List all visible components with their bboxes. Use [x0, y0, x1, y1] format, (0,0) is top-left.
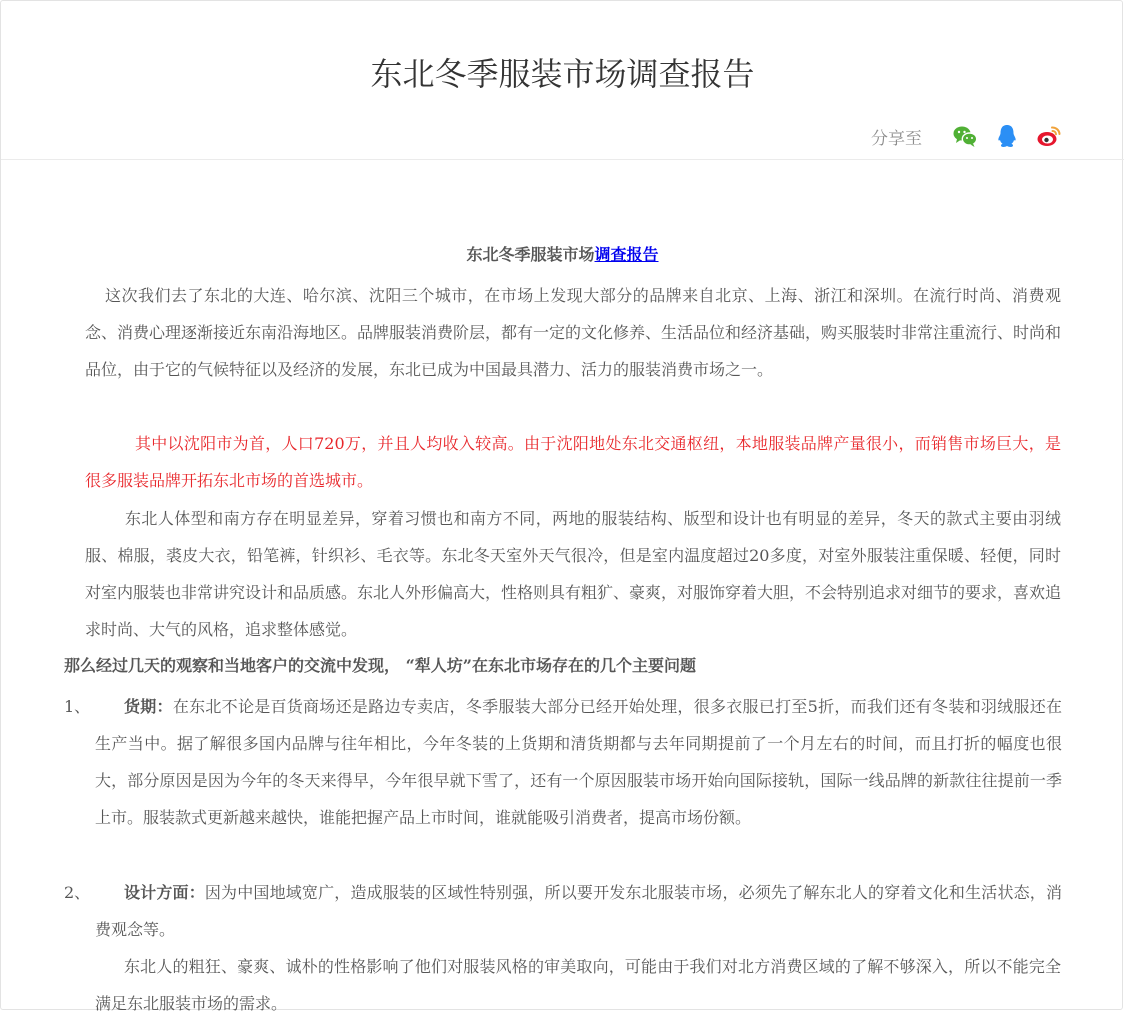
document-heading-text: 东北冬季服装市场 — [466, 245, 595, 264]
list-item-text: 因为中国地域宽广，造成服装的区域性特别强，所以要开发东北服装市场，必须先了解东北人的穿着文化和生活状态，消费观念等。 — [95, 883, 1062, 939]
section-subheading: 那么经过几天的观察和当地客户的交流中发现， “犁人坊”在东北市场存在的几个主要问题 — [64, 656, 696, 675]
paragraph-intro: 这次我们去了东北的大连、哈尔滨、沈阳三个城市，在市场上发现大部分的品牌来自北京、上海、浙江和深圳。在流行时尚、消费观念、消费心理逐渐接近东南沿海地区。品牌服装消费阶层，都有一定的文化修养、生活品位和经济基础，购买服装时非常注重流行、时尚和品位，由于它的气候特征以及经济的发展，东北已成为中国最具潜力、活力的服装消费市场之一。 — [85, 286, 1062, 379]
list-item-label: 货期： — [124, 697, 173, 716]
wechat-icon[interactable] — [952, 123, 978, 149]
document-heading — [0, 243, 1125, 267]
article-header — [1, 1, 1124, 160]
list-item-number: 2、 — [64, 883, 91, 902]
paragraph-body-type: 东北人体型和南方存在明显差异，穿着习惯也和南方不同，两地的服装结构、版型和设计也有明显的差异，冬天的款式主要由羽绒服、棉服，裘皮大衣，铅笔裤，针织衫、毛衣等。东北冬天室外天气很冷，但是室内温度超过20多度，对室外服装注重保暖、轻便，同时对室内服装也非常讲究设计和品质感。东北人外形偏高大，性格则具有粗犷、豪爽，对服饰穿着大胆，不会特别追求对细节的要求，喜欢追求时尚、大气的风格，追求整体感觉。 — [85, 509, 1062, 639]
share-label: 分享至 — [871, 128, 922, 149]
list-item-label: 设计方面： — [124, 883, 205, 902]
paragraph-personality: 东北人的粗狂、豪爽、诚朴的性格影响了他们对服装风格的审美取向，可能由于我们对北方消费区域的了解不够深入，所以不能完全满足东北服装市场的需求。 — [95, 957, 1061, 1013]
list-item-body — [95, 688, 1062, 836]
page-title: 东北冬季服装市场调查报告 — [370, 55, 755, 93]
qq-icon[interactable] — [994, 123, 1020, 149]
paragraph-shenyang-highlight: 其中以沈阳市为首，人口720万，并且人均收入较高。由于沈阳地处东北交通枢纽，本地服装品牌产量很小，而销售市场巨大，是很多服装品牌开拓东北市场的首选城市。 — [85, 434, 1061, 490]
survey-report-link[interactable]: 调查报告 — [594, 245, 659, 264]
weibo-icon[interactable] — [1036, 123, 1062, 149]
share-bar — [871, 121, 1062, 151]
list-item-text: 在东北不论是百货商场还是路边专卖店，冬季服装大部分已经开始处理，很多衣服已打至5折，而我们还有冬装和羽绒服还在生产当中。据了解很多国内品牌与往年相比，今年冬装的上货期和清货期都与去年同期提前了一个月左右的时间，而且打折的幅度也很大，部分原因是因为今年的冬天来得早，今年很早就下雪了，还有一个原因服装市场开始向国际接轨，国际一线品牌的新款往往提前一季上市。服装款式更新越来越快，谁能把握产品上市时间，谁就能吸引消费者，提高市场份额。 — [95, 697, 1062, 827]
list-item-body — [95, 874, 1062, 948]
list-item-number: 1、 — [64, 697, 91, 716]
